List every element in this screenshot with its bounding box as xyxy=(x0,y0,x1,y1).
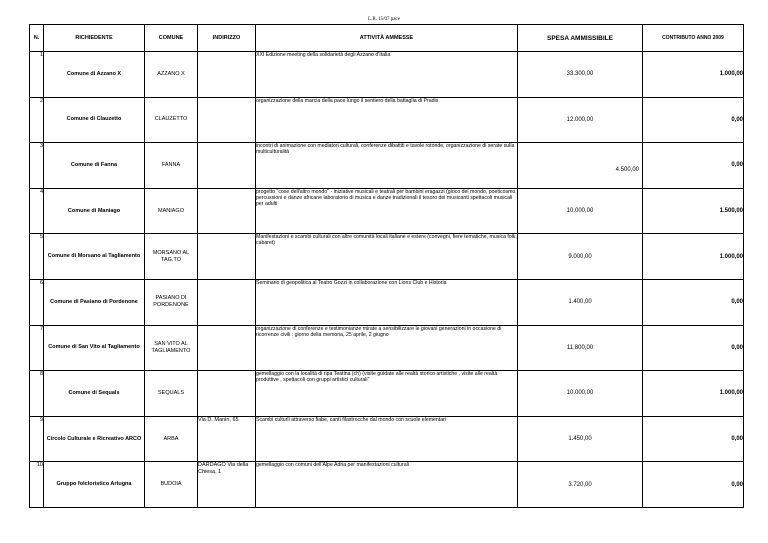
spesa-cell: 10.000,00 xyxy=(518,371,643,417)
comune-cell: SEQUALS xyxy=(145,371,198,417)
row-number: 6 xyxy=(30,279,44,325)
document-header: L.R. 15/07 pace xyxy=(368,17,400,22)
contributo-cell: 1.500,00 xyxy=(643,188,744,234)
contributo-cell: 0,00 xyxy=(643,143,744,189)
spesa-cell: 9.000,00 xyxy=(518,234,643,280)
contributions-table xyxy=(29,24,744,508)
row-number: 5 xyxy=(30,234,44,280)
col-header-indirizzo: INDIRIZZO xyxy=(198,25,256,52)
richiedente-cell: Comune di Sequals xyxy=(44,371,145,417)
contributo-cell: 0,00 xyxy=(643,97,744,143)
indirizzo-cell xyxy=(198,143,256,189)
richiedente-cell: Comune di Maniago xyxy=(44,188,145,234)
attivita-cell: incontri di animazione con mediatori culturali, conferenze dibattiti e tavole rotonde, organizzazione di serate sulla multiculturalità xyxy=(256,143,518,189)
contributo-cell: 0,00 xyxy=(643,416,744,462)
indirizzo-cell xyxy=(198,52,256,98)
row-number: 1 xyxy=(30,52,44,98)
indirizzo-cell xyxy=(198,188,256,234)
table-row xyxy=(30,462,744,508)
richiedente-cell: Comune di Clauzetto xyxy=(44,97,145,143)
comune-cell: ARBA xyxy=(145,416,198,462)
richiedente-cell: Comune di Azzano X xyxy=(44,52,145,98)
table-row xyxy=(30,97,744,143)
row-number: 9 xyxy=(30,416,44,462)
spesa-cell: 1.450,00 xyxy=(518,416,643,462)
contributo-cell: 1.000,00 xyxy=(643,52,744,98)
comune-cell: FANNA xyxy=(145,143,198,189)
table-row xyxy=(30,143,744,189)
contributo-cell: 0,00 xyxy=(643,325,744,371)
table-row xyxy=(30,234,744,280)
richiedente-cell: Comune di Fanna xyxy=(44,143,145,189)
col-header-comune: COMUNE xyxy=(145,25,198,52)
attivita-cell: organizzazione di conferenze e testimonianze mirate a sensibilizzare le giovani generazioni in occasione di ricorrenze civili : giorno della memoria, 25 aprile, 2 giugno xyxy=(256,325,518,371)
col-header-n: N. xyxy=(30,25,44,52)
table-row xyxy=(30,52,744,98)
header-row xyxy=(30,25,744,52)
richiedente-cell: Circolo Culturale e Ricreativo ARCO xyxy=(44,416,145,462)
indirizzo-cell xyxy=(198,279,256,325)
contributo-cell: 0,00 xyxy=(643,279,744,325)
comune-cell: MORSANO AL TAG.TO xyxy=(145,234,198,280)
attivita-cell: XXI Edizione meeting della solidarietà degli Azzano d'Italia xyxy=(256,52,518,98)
col-header-spesa: SPESA AMMISSIBILE xyxy=(518,25,643,52)
table-row xyxy=(30,279,744,325)
contributo-cell: 0,00 xyxy=(643,462,744,508)
comune-cell: MANIAGO xyxy=(145,188,198,234)
attivita-cell: Seminario di geopolitica al Teatro Gozzi in collaborazione con Lions Club e Historia xyxy=(256,279,518,325)
col-header-contributo: CONTRIBUTO ANNO 2009 xyxy=(643,25,744,52)
attivita-cell: Manifestazioni e scambi culturali con altre comunità locali italiane e estere (convegni, fiere tematiche, musica folk, cabaret) xyxy=(256,234,518,280)
richiedente-cell: Comune di Morsano al Tagliamento xyxy=(44,234,145,280)
row-number: 3 xyxy=(30,143,44,189)
attivita-cell: organizzazione della marcia della pace lungo il sentiero della battaglia di Pradis xyxy=(256,97,518,143)
comune-cell: BUDOIA xyxy=(145,462,198,508)
comune-cell: CLAUZETTO xyxy=(145,97,198,143)
table-row xyxy=(30,416,744,462)
spesa-cell: 11.800,00 xyxy=(518,325,643,371)
indirizzo-cell xyxy=(198,234,256,280)
spesa-cell: 33.300,00 xyxy=(518,52,643,98)
indirizzo-cell xyxy=(198,371,256,417)
indirizzo-cell xyxy=(198,97,256,143)
attivita-cell: gemellaggio con comuni dell'Alpe Adria per manifestazioni culturali xyxy=(256,462,518,508)
attivita-cell: gemellaggio con la località di ripa Teatina (ch) (visite guidate alle realtà storico artistiche , visite alle realtà produttive , spettacoli con gruppi artistici culturali" xyxy=(256,371,518,417)
table-row xyxy=(30,188,744,234)
col-header-attivita: ATTIVITÀ AMMESSE xyxy=(256,25,518,52)
contributo-cell: 1.000,00 xyxy=(643,371,744,417)
attivita-cell: progetto "cose dell'altro mondo" - iniziative musicali e teatrali per bambini eragazzi (gioco del mondo, poeticosmo, percussioni e danze africane laboratorio di musica e danze tradizionali il tesoro dei musicanti spettacoli musicali per adulti xyxy=(256,188,518,234)
spesa-cell: 12.000,00 xyxy=(518,97,643,143)
richiedente-cell: Gruppo folcloristico Artugna xyxy=(44,462,145,508)
col-header-richiedente: RICHIEDENTE xyxy=(44,25,145,52)
spesa-cell: 1.400,00 xyxy=(518,279,643,325)
comune-cell: AZZANO X xyxy=(145,52,198,98)
spesa-cell: 10.000,00 xyxy=(518,188,643,234)
comune-cell: SAN VITO AL TAGLIAMENTO xyxy=(145,325,198,371)
attivita-cell: Scambi culturli attraverso fiabe, canti filastrocche dal mondo con scuole elementari xyxy=(256,416,518,462)
row-number: 4 xyxy=(30,188,44,234)
table-row xyxy=(30,371,744,417)
row-number: 10 xyxy=(30,462,44,508)
row-number: 2 xyxy=(30,97,44,143)
indirizzo-cell: DARDAGO Via della Chiesa, 1 xyxy=(198,462,256,508)
row-number: 8 xyxy=(30,371,44,417)
richiedente-cell: Comune di San Vito al Tagliamento xyxy=(44,325,145,371)
indirizzo-cell: Via D. Manin, 65 xyxy=(198,416,256,462)
comune-cell: PASIANO DI PORDENONE xyxy=(145,279,198,325)
row-number: 7 xyxy=(30,325,44,371)
spesa-cell: 3.720,00 xyxy=(518,462,643,508)
table-row xyxy=(30,325,744,371)
spesa-cell: 4.500,00 xyxy=(518,143,643,189)
indirizzo-cell xyxy=(198,325,256,371)
contributo-cell: 1.000,00 xyxy=(643,234,744,280)
richiedente-cell: Comune di Pasiano di Pordenone xyxy=(44,279,145,325)
